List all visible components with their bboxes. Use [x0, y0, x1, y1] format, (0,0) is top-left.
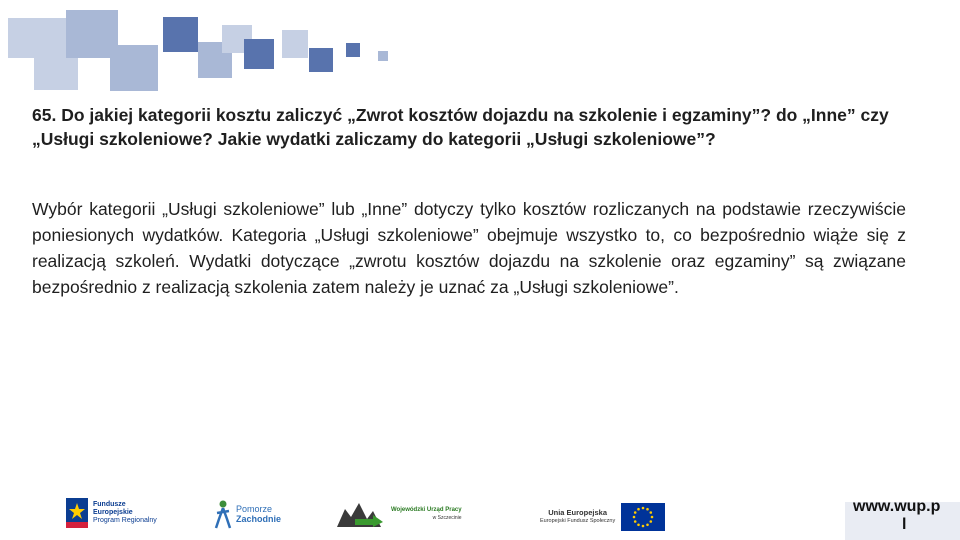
eu-flag-icon: [621, 503, 665, 531]
wup-line2: w Szczecinie: [432, 515, 462, 521]
pomorze-line1: Pomorze: [236, 504, 273, 514]
fe-star-icon: [66, 498, 88, 528]
fe-line1: Fundusze: [93, 501, 126, 508]
deco-square: [282, 30, 308, 58]
deco-square: [8, 18, 66, 58]
pomorze-line2: Zachodnie: [236, 514, 282, 524]
deco-square: [378, 51, 388, 61]
website-box[interactable]: [845, 498, 960, 540]
pomorze-figure-icon: [213, 499, 233, 529]
wup-arrow-icon: [337, 501, 385, 527]
answer-paragraph: Wybór kategorii „Usługi szkoleniowe” lub „Inne” dotyczy tylko kosztów rozliczanych na podstawie rzeczywiście poniesionych wydatków. Kategoria „Usługi szkoleniowe” obejmuje wszystko to, co bezpośrednio wiąże się z realizacją szkoleń. Wydatki dotyczące „zwrotu kosztów dojazdu na szkolenie oraz egzaminy” są związane bezpośrednio z realizacją szkolenia zatem należy je uznać za „Usługi szkoleniowe”.: [32, 199, 906, 297]
deco-square: [244, 39, 274, 69]
question-heading: 65. Do jakiej kategorii kosztu zaliczyć „Zwrot kosztów dojazdu na szkolenie i egzaminy”? do „Inne” czy „Usługi szkoleniowe? Jakie wydatki zaliczamy do kategorii „Usługi szkoleniowe”?: [32, 105, 889, 149]
wup-line1: Wojewódzki Urząd Pracy: [391, 507, 462, 513]
wup-szczecin-logo: [337, 501, 462, 527]
deco-square: [34, 58, 78, 90]
deco-square: [110, 45, 158, 91]
fe-line3: Program Regionalny: [93, 517, 157, 524]
unia-europejska-logo: [540, 503, 665, 531]
ue-line2: Europejski Fundusz Społeczny: [540, 518, 616, 524]
footer-logos: [0, 495, 960, 540]
pomorze-zachodnie-logo: [213, 499, 281, 529]
fundusze-europejskie-logo: [66, 498, 157, 528]
website-text[interactable]: www.wup.p: [853, 498, 941, 515]
website-text-continuation[interactable]: l: [902, 516, 907, 533]
deco-square: [309, 48, 333, 72]
fe-line2: Europejskie: [93, 509, 133, 516]
deco-square: [163, 17, 198, 52]
deco-square: [346, 43, 360, 57]
ue-line1: Unia Europejska: [548, 508, 607, 517]
